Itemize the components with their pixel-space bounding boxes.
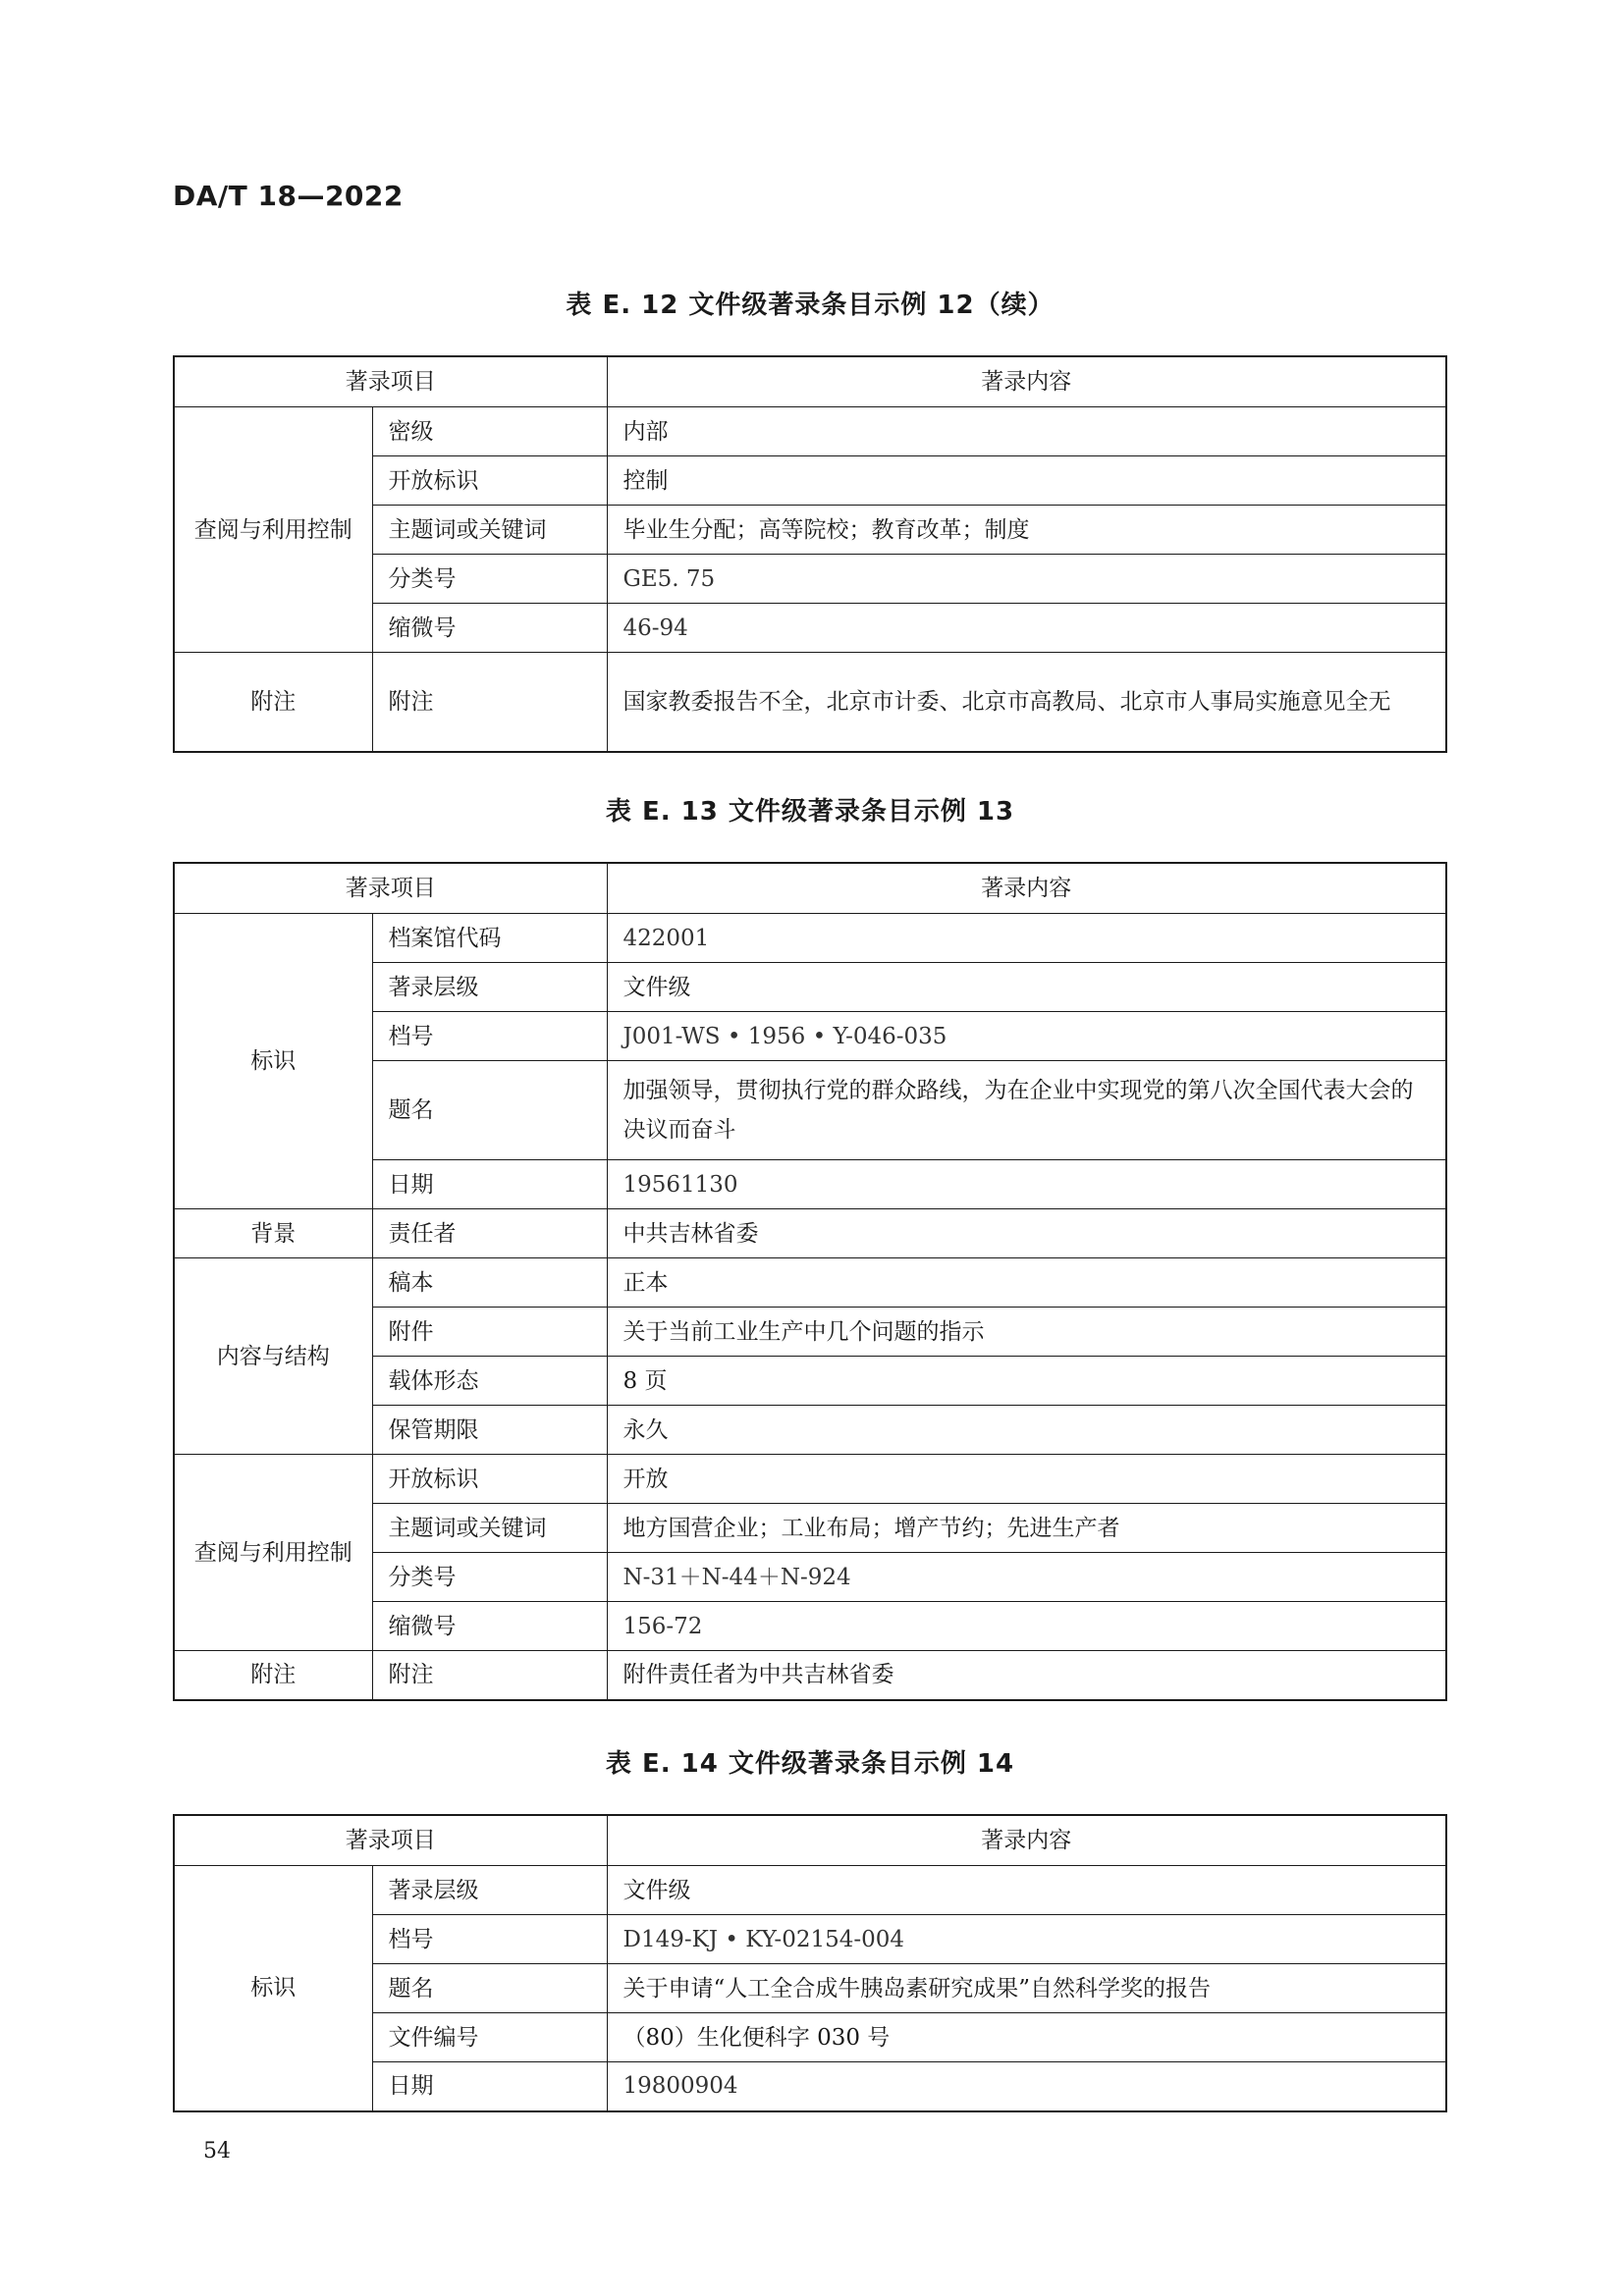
item-label: 日期: [372, 1160, 607, 1209]
item-label: 责任者: [372, 1209, 607, 1258]
item-label: 著录层级: [372, 963, 607, 1012]
header-row: [174, 863, 1446, 914]
item-label: 档案馆代码: [372, 914, 607, 963]
col-header-item: 著录项目: [174, 863, 607, 914]
group-label: 背景: [174, 1209, 372, 1258]
table-row: [174, 653, 1446, 752]
col-header-item: 著录项目: [174, 356, 607, 407]
col-header-content: 著录内容: [607, 356, 1446, 407]
item-label: 主题词或关键词: [372, 506, 607, 555]
group-label: 标识: [174, 914, 372, 1209]
item-value: 19561130: [607, 1160, 1446, 1209]
item-label: 分类号: [372, 555, 607, 604]
col-header-content: 著录内容: [607, 863, 1446, 914]
item-label: 缩微号: [372, 1602, 607, 1651]
group-label: 标识: [174, 1866, 372, 2111]
group-label: 查阅与利用控制: [174, 407, 372, 653]
item-label: 密级: [372, 407, 607, 456]
item-label: 主题词或关键词: [372, 1504, 607, 1553]
item-value: （80）生化便科字 030 号: [607, 2013, 1446, 2062]
item-value: 文件级: [607, 963, 1446, 1012]
item-label: 开放标识: [372, 1455, 607, 1504]
item-label: 文件编号: [372, 2013, 607, 2062]
item-value: 46-94: [607, 604, 1446, 653]
item-value: 内部: [607, 407, 1446, 456]
item-value: 加强领导，贯彻执行党的群众路线，为在企业中实现党的第八次全国代表大会的决议而奋斗: [607, 1061, 1446, 1160]
item-value: 开放: [607, 1455, 1446, 1504]
header-row: [174, 356, 1446, 407]
table-caption: 表 E. 14 文件级著录条目示例 14: [605, 1749, 1015, 1779]
item-label: 附注: [372, 653, 607, 752]
item-label: 档号: [372, 1012, 607, 1061]
table-caption: 表 E. 12 文件级著录条目示例 12（续）: [566, 291, 1055, 320]
record-table-e14: [173, 1814, 1447, 2112]
item-value: 关于申请“人工全合成牛胰岛素研究成果”自然科学奖的报告: [607, 1964, 1446, 2013]
col-header-content: 著录内容: [607, 1815, 1446, 1866]
item-label: 开放标识: [372, 456, 607, 506]
group-label: 查阅与利用控制: [174, 1455, 372, 1651]
group-label: 附注: [174, 1651, 372, 1700]
table-row: [174, 1258, 1446, 1308]
item-label: 分类号: [372, 1553, 607, 1602]
item-value: 文件级: [607, 1866, 1446, 1915]
item-value: 控制: [607, 456, 1446, 506]
item-value: 422001: [607, 914, 1446, 963]
item-label: 著录层级: [372, 1866, 607, 1915]
item-value: 国家教委报告不全，北京市计委、北京市高教局、北京市人事局实施意见全无: [607, 653, 1446, 752]
col-header-item: 著录项目: [174, 1815, 607, 1866]
item-value: 毕业生分配；高等院校；教育改革；制度: [607, 506, 1446, 555]
item-label: 题名: [372, 1061, 607, 1160]
table-row: [174, 1866, 1446, 1915]
item-label: 载体形态: [372, 1357, 607, 1406]
item-label: 附注: [372, 1651, 607, 1700]
item-value: J001-WS • 1956 • Y-046-035: [607, 1012, 1446, 1061]
item-label: 档号: [372, 1915, 607, 1964]
table-row: [174, 914, 1446, 963]
table-row: [174, 1651, 1446, 1700]
item-label: 稿本: [372, 1258, 607, 1308]
item-value: 附件责任者为中共吉林省委: [607, 1651, 1446, 1700]
table-row: [174, 1455, 1446, 1504]
item-label: 缩微号: [372, 604, 607, 653]
record-table-e12: [173, 355, 1447, 753]
table-row: [174, 1209, 1446, 1258]
group-label: 内容与结构: [174, 1258, 372, 1455]
item-value: 8 页: [607, 1357, 1446, 1406]
table-row: [174, 407, 1446, 456]
record-table-e13: [173, 862, 1447, 1701]
group-label: 附注: [174, 653, 372, 752]
item-label: 题名: [372, 1964, 607, 2013]
item-value: 关于当前工业生产中几个问题的指示: [607, 1308, 1446, 1357]
item-value: 正本: [607, 1258, 1446, 1308]
item-value: GE5. 75: [607, 555, 1446, 604]
item-value: 156-72: [607, 1602, 1446, 1651]
table-caption: 表 E. 13 文件级著录条目示例 13: [605, 797, 1015, 827]
item-value: 中共吉林省委: [607, 1209, 1446, 1258]
item-value: N-31＋N-44＋N-924: [607, 1553, 1446, 1602]
item-value: D149-KJ • KY-02154-004: [607, 1915, 1446, 1964]
item-label: 附件: [372, 1308, 607, 1357]
standard-number: DA/T 18—2022: [173, 180, 404, 212]
item-label: 日期: [372, 2062, 607, 2111]
item-value: 19800904: [607, 2062, 1446, 2111]
header-row: [174, 1815, 1446, 1866]
item-value: 永久: [607, 1406, 1446, 1455]
item-label: 保管期限: [372, 1406, 607, 1455]
item-value: 地方国营企业；工业布局；增产节约；先进生产者: [607, 1504, 1446, 1553]
page-number: 54: [203, 2139, 231, 2163]
